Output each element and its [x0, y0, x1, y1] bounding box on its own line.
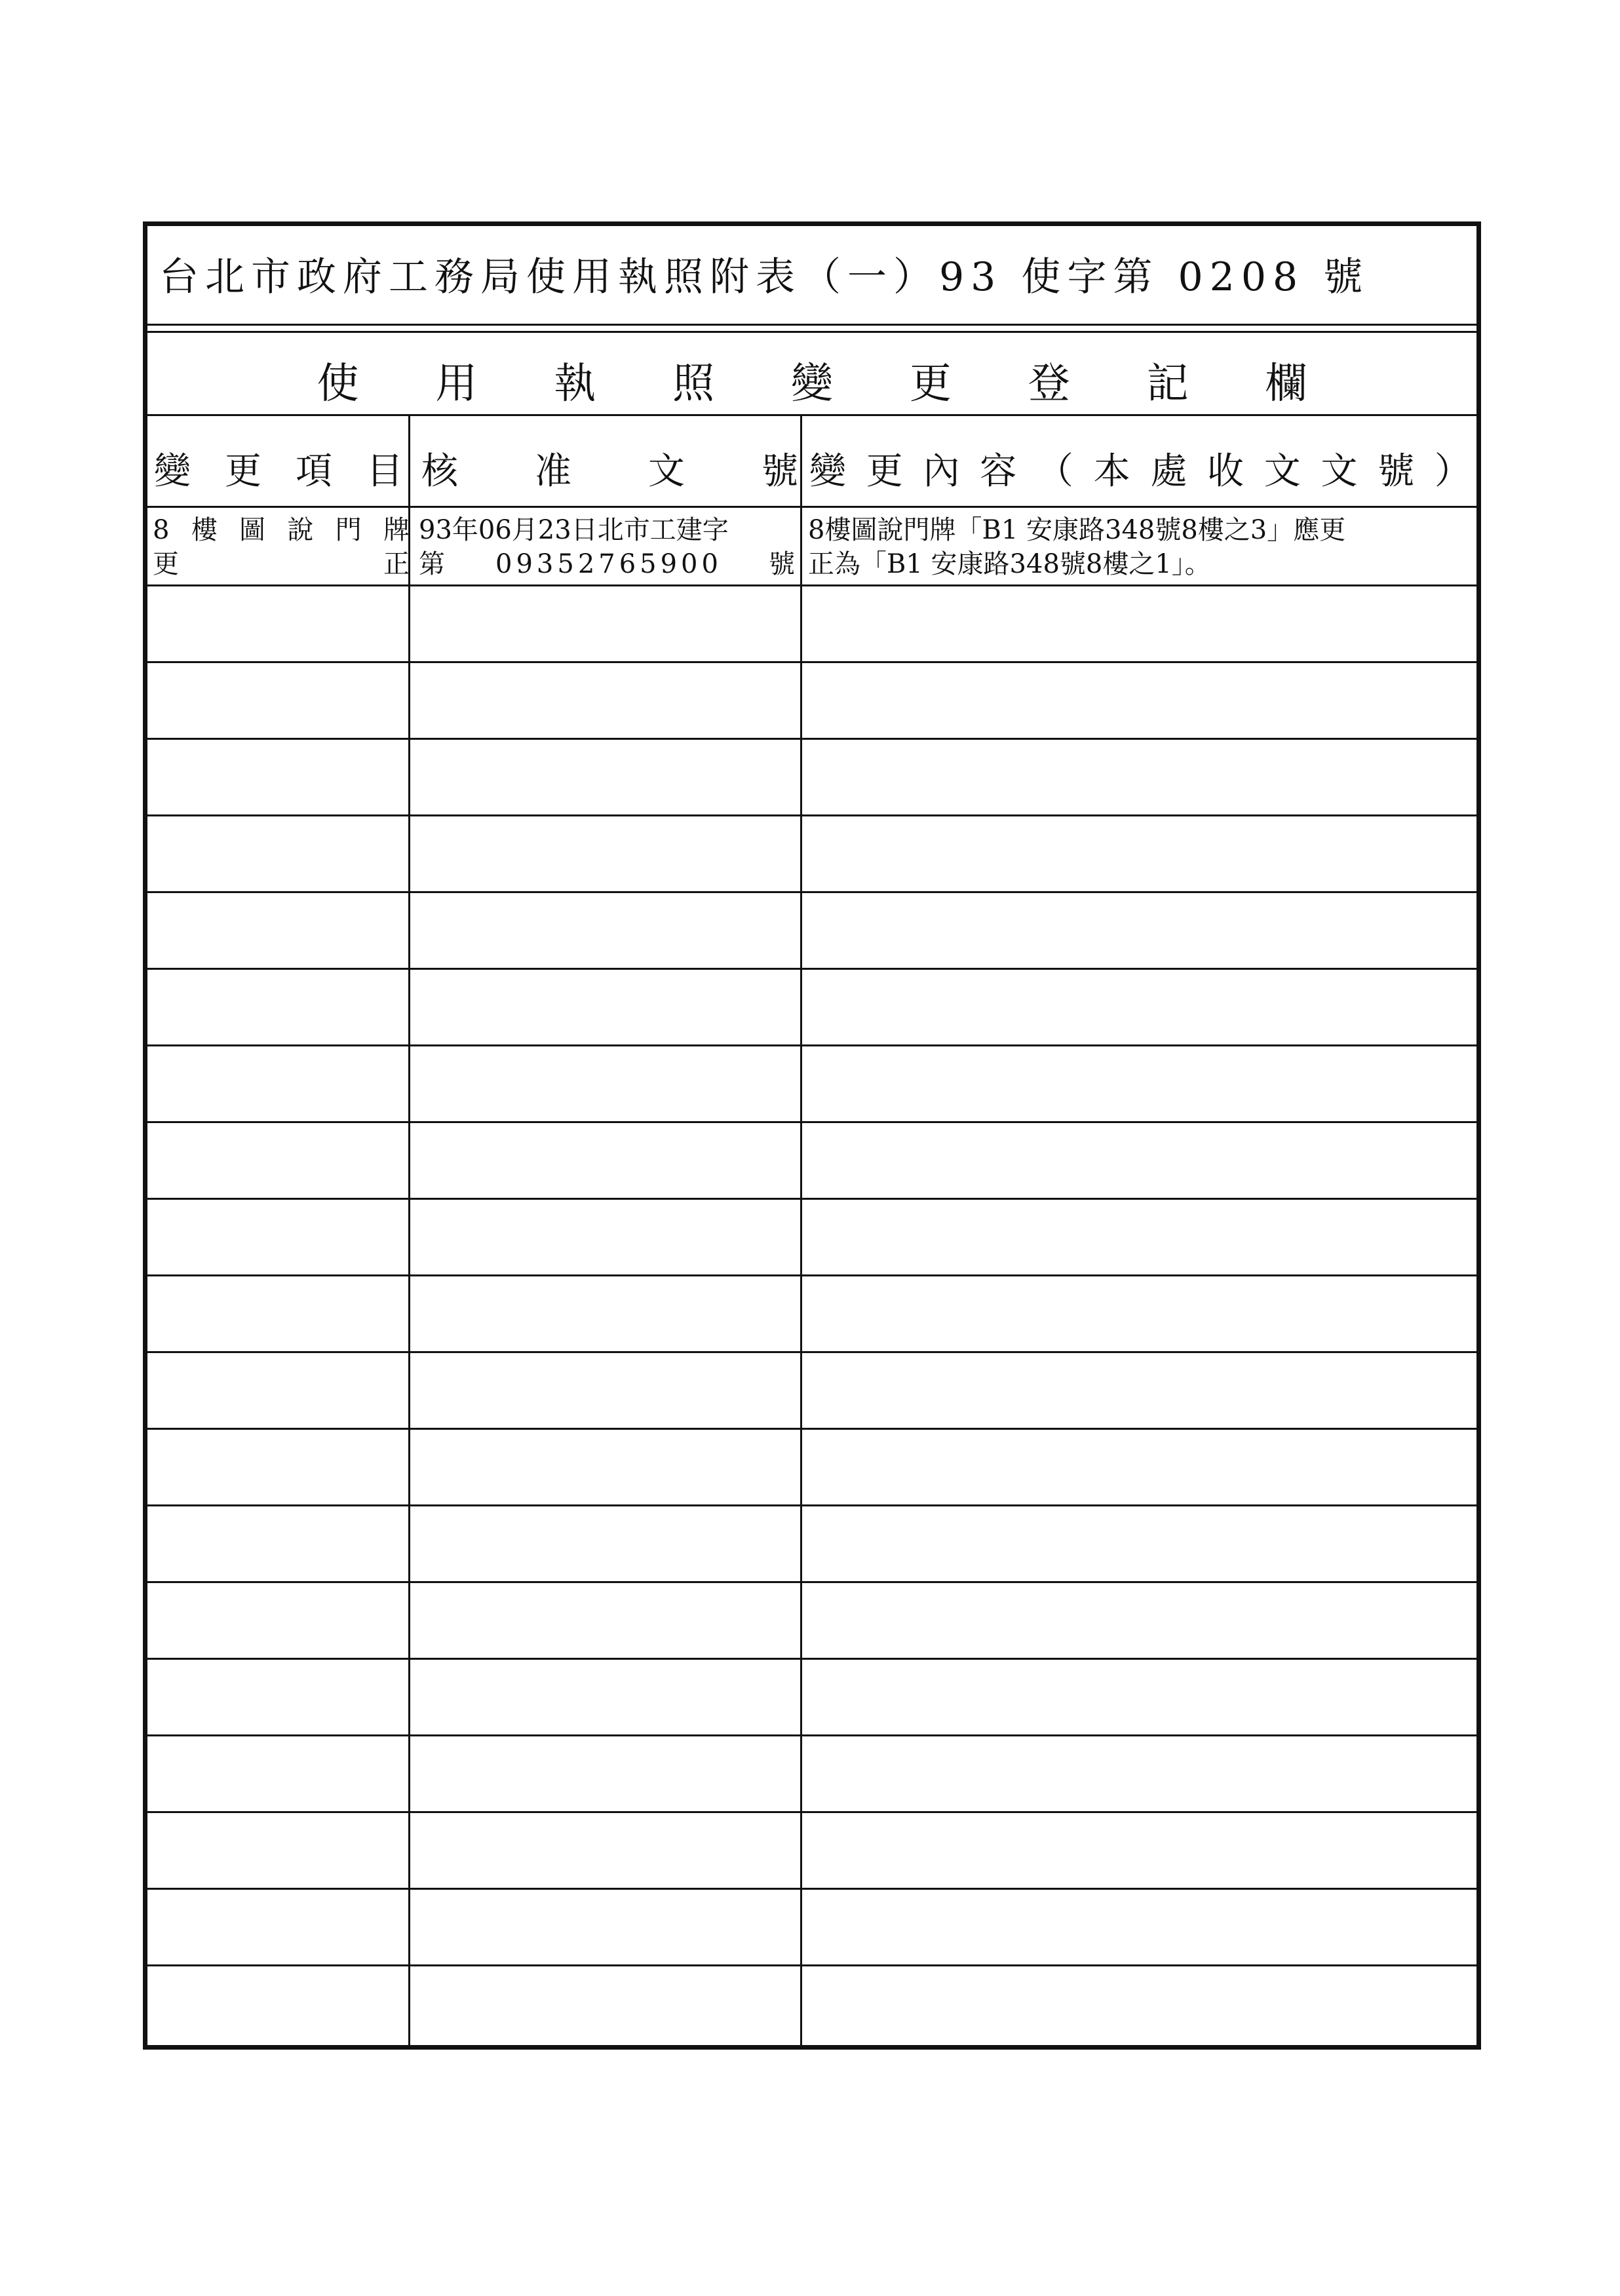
cell-char: 8	[153, 515, 170, 545]
table-row	[147, 663, 1476, 740]
header-change-content	[809, 442, 1471, 495]
header-char: 收	[1207, 450, 1244, 493]
header-char: 目	[366, 450, 403, 493]
header-change-item	[154, 442, 403, 495]
heading-char: 登	[1028, 360, 1070, 408]
cell-char: 更	[153, 549, 179, 579]
table-row	[147, 1966, 1476, 2043]
header-char: 准	[535, 450, 571, 493]
table-row	[147, 1123, 1476, 1200]
table-row	[147, 508, 1476, 586]
header-char: 號	[1378, 450, 1415, 493]
cell-char: 圖	[239, 515, 266, 545]
approval-number-line2	[419, 547, 799, 581]
table-row	[147, 586, 1476, 663]
header-char: 核	[421, 450, 458, 493]
header-char: 容	[980, 450, 1017, 493]
table-row	[147, 1200, 1476, 1276]
header-char: 文	[1263, 450, 1301, 493]
table-row	[147, 1890, 1476, 1966]
change-item-line2	[153, 547, 410, 581]
header-char: 更	[866, 450, 903, 493]
table-row	[147, 893, 1476, 970]
table-row	[147, 970, 1476, 1046]
header-approval-number	[421, 442, 798, 495]
section-heading	[147, 350, 1476, 410]
approval-number-line1: 93年06月23日北市工建字	[419, 515, 729, 545]
cell-char: 09352765900	[495, 549, 722, 579]
header-char: 變	[154, 450, 191, 493]
header-char: （	[1036, 450, 1073, 493]
change-content-line2: 正為「B1 安康路348號8樓之1」。	[808, 549, 1211, 579]
title-row	[147, 226, 1476, 326]
header-char: 號	[762, 450, 798, 493]
heading-char: 使	[317, 360, 359, 408]
table-header	[147, 416, 1476, 508]
table-row	[147, 1430, 1476, 1506]
header-char: 變	[809, 450, 846, 493]
cell-char: 號	[768, 549, 799, 579]
header-char: 文	[1321, 450, 1358, 493]
table-row	[147, 1813, 1476, 1890]
header-char: ）	[1434, 450, 1471, 493]
header-char: 項	[296, 450, 332, 493]
change-register-table	[147, 416, 1476, 2046]
table-row	[147, 1583, 1476, 1660]
subtitle-row	[147, 331, 1476, 416]
table-row	[147, 1736, 1476, 1813]
table-row	[147, 1506, 1476, 1583]
header-char: 文	[648, 450, 685, 493]
heading-char: 照	[672, 360, 715, 408]
permit-attachment-table	[143, 221, 1481, 2050]
heading-char: 變	[790, 360, 833, 408]
heading-char: 用	[435, 360, 478, 408]
cell-char: 樓	[191, 515, 218, 545]
header-char: 內	[923, 450, 960, 493]
document-title: 台北市政府工務局使用執照附表（一）93 使字第 0208 號	[159, 254, 1370, 300]
table-row	[147, 1276, 1476, 1353]
table-row	[147, 1660, 1476, 1736]
header-char: 更	[225, 450, 261, 493]
table-row	[147, 816, 1476, 893]
cell-char: 說	[287, 515, 314, 545]
change-item-line1	[153, 513, 410, 547]
change-content-line1: 8樓圖說門牌「B1 安康路348號8樓之3」應更	[808, 515, 1346, 545]
table-row	[147, 1046, 1476, 1123]
cell-char: 牌	[383, 515, 410, 545]
cell-char: 第	[419, 549, 449, 579]
table-row	[147, 740, 1476, 816]
heading-char: 記	[1146, 360, 1189, 408]
table-row	[147, 1353, 1476, 1430]
heading-char: 更	[909, 360, 952, 408]
heading-char: 欄	[1265, 360, 1307, 408]
cell-char: 門	[335, 515, 362, 545]
header-char: 處	[1150, 450, 1187, 493]
heading-char: 執	[554, 360, 596, 408]
header-char: 本	[1093, 450, 1130, 493]
cell-char: 正	[383, 549, 410, 579]
